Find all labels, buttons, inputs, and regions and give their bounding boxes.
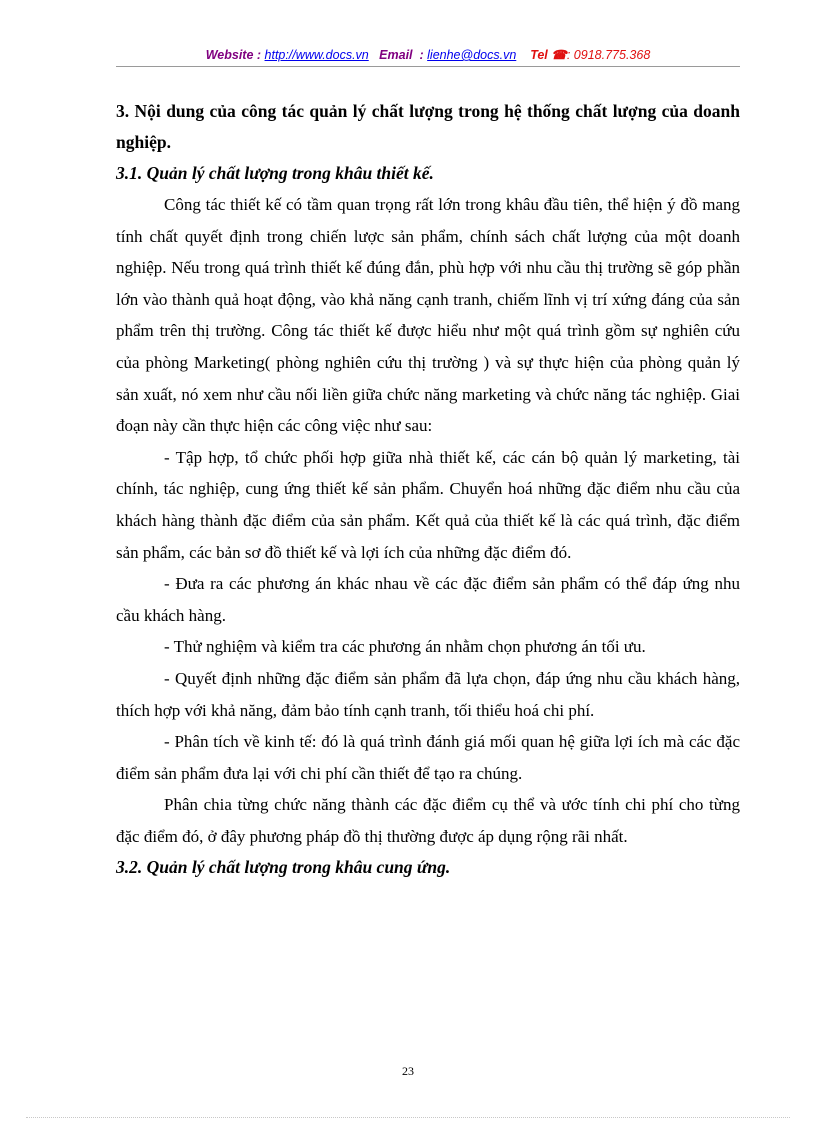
website-label: Website : (205, 48, 262, 62)
header-divider (116, 66, 740, 67)
page-content (116, 96, 740, 883)
email-label: Email (379, 48, 413, 62)
tel-number: : 0918.775.368 (566, 48, 651, 62)
page-number: 23 (402, 1064, 414, 1078)
email-link[interactable]: lienhe@docs.vn (427, 48, 517, 62)
phone-icon: ☎ (551, 48, 567, 62)
paragraph: - Đưa ra các phương án khác nhau về các đặc điểm sản phẩm có thể đáp ứng nhu cầu khách hàng. (116, 574, 740, 625)
subsection-heading-3-1: 3.1. Quản lý chất lượng trong khâu thiết kế. (116, 163, 434, 183)
paragraph: - Quyết định những đặc điểm sản phẩm đã lựa chọn, đáp ứng nhu cầu khách hàng, thích hợp với khả năng, đảm bảo tính cạnh tranh, tối thiểu hoá chi phí. (116, 668, 740, 720)
subsection-heading-3-2: 3.2. Quản lý chất lượng trong khâu cung ứng. (116, 857, 451, 878)
paragraph: - Tập hợp, tổ chức phối hợp giữa nhà thiết kế, các cán bộ quản lý marketing, tài chính, tác nghiệp, cung ứng thiết kế sản phẩm. Chuyển hoá những đặc điểm nhu cầu của khách hàng thành đặc điểm của sản phẩm. Kết quả của thiết kế là các quá trình, đặc điểm sản phẩm, các bản sơ đồ thiết kế và lợi ích của những đặc điểm đó. (116, 447, 740, 562)
email-separator: : (419, 48, 424, 62)
page-bottom-border (26, 1117, 790, 1118)
website-link[interactable]: http://www.docs.vn (264, 48, 369, 62)
tel-label: Tel (530, 48, 548, 62)
paragraph: Công tác thiết kế có tầm quan trọng rất lớn trong khâu đầu tiên, thể hiện ý đồ mang tính chất quyết định trong chiến lược sản phẩm, chính sách chất lượng của một doanh nghiệp. Nếu trong quá trình thiết kế đúng đắn, phù hợp với nhu cầu thị trường sẽ góp phần lớn vào thành quả hoạt động, vào khả năng cạnh tranh, chiếm lĩnh vị trí xứng đáng của sản phẩm trên thị trường. Công tác thiết kế được hiểu như một quá trình gồm sự nghiên cứu của phòng Marketing( phòng nghiên cứu thị trường ) và sự thực hiện của phòng quản lý sản xuất, nó xem như cầu nối liền giữa chức năng marketing và chức năng tác nghiệp. Giai đoạn này cần thực hiện các công việc như sau: (116, 195, 740, 436)
paragraph: Phân chia từng chức năng thành các đặc điểm cụ thể và ước tính chi phí cho từng đặc điểm đó, ở đây phương pháp đồ thị thường được áp dụng rộng rãi nhất. (116, 795, 740, 846)
page-header (116, 46, 740, 64)
paragraph: - Phân tích về kinh tế: đó là quá trình đánh giá mối quan hệ giữa lợi ích mà các đặc điểm sản phẩm đưa lại với chi phí cần thiết để tạo ra chúng. (116, 732, 740, 783)
paragraph: - Thử nghiệm và kiểm tra các phương án nhằm chọn phương án tối ưu. (164, 637, 646, 657)
section-heading: 3. Nội dung của công tác quản lý chất lượng trong hệ thống chất lượng của doanh nghiệp. (116, 101, 740, 152)
